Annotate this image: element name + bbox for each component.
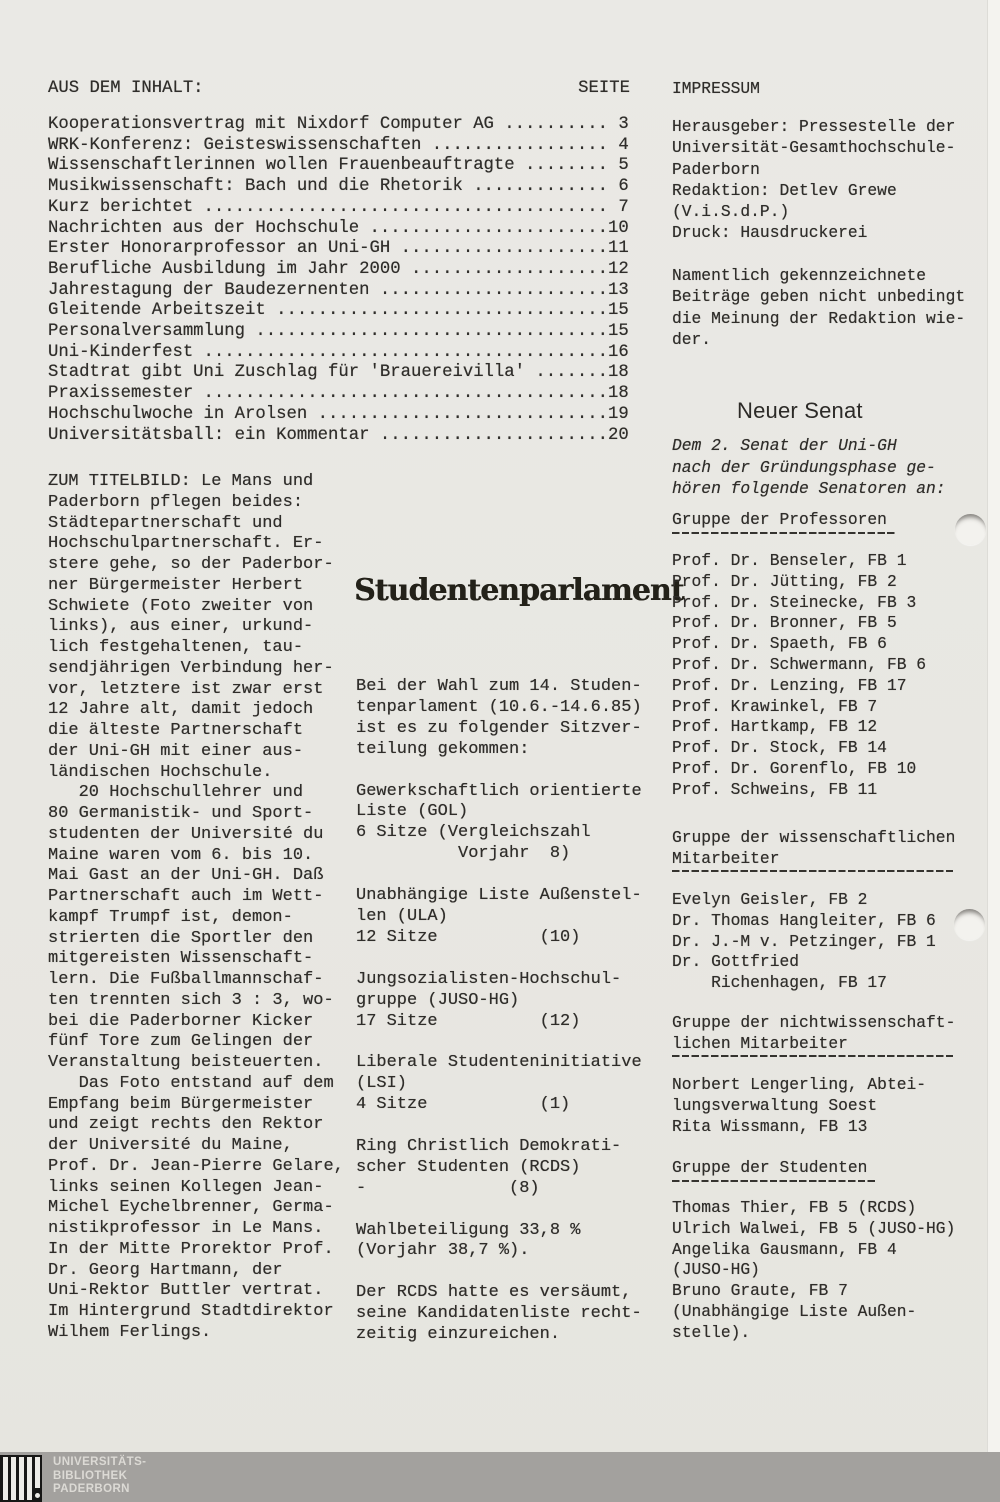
impressum-title: IMPRESSUM (672, 79, 760, 98)
text-line: studenten der Université du (48, 824, 324, 844)
text-line: strierten die Sportler den (48, 928, 314, 948)
text-line: 12 Jahre alt, damit jedoch (48, 700, 314, 720)
student-parliament-article (356, 677, 642, 1346)
senator-entry: Bruno Graute, FB 7 (672, 1281, 848, 1301)
text-line: Dem 2. Senat der Uni-GH (672, 436, 897, 455)
text-line: bei die Paderborner Kicker (48, 1011, 314, 1031)
text-line: Druck: Hausdruckerei (672, 223, 868, 243)
text-line: ten trennten sich 3 : 3, wo- (48, 990, 334, 1010)
senator-entry: Richenhagen, FB 17 (672, 973, 887, 993)
text-line (356, 1032, 642, 1053)
group-students-heading (672, 1158, 877, 1182)
senator-entry: Thomas Thier, FB 5 (RCDS) (672, 1198, 917, 1217)
toc-entry: Uni-Kinderfest .......................................16 (48, 342, 629, 362)
text-line: zeitig einzureichen. (356, 1325, 561, 1345)
text-line: Beiträge geben nicht unbedingt (672, 287, 966, 307)
text-line: Herausgeber: Pressestelle der (672, 117, 956, 136)
group-heading-line1: Gruppe der nichtwissenschaft- (672, 1013, 956, 1032)
text-line: Universität-Gesamthochschule- (672, 138, 956, 158)
text-line: der. (672, 329, 712, 349)
text-line: Im Hintergrund Stadtdirektor (48, 1302, 334, 1321)
text-line: Uni-Rektor Buttler vertrat. (48, 1281, 324, 1301)
senator-entry: Prof. Dr. Steinecke, FB 3 (672, 592, 917, 612)
senator-entry: stelle). (672, 1322, 751, 1342)
senator-entry: Prof. Dr. Schwermann, FB 6 (672, 654, 927, 674)
group-wiss-list (672, 890, 936, 994)
senator-entry: Dr. J.-M v. Petzinger, FB 1 (672, 931, 936, 951)
text-line: der Université du Maine, (48, 1136, 293, 1155)
text-line: vor, letztere ist zwar erst (48, 679, 324, 699)
text-line: gruppe (JUSO-HG) (356, 990, 520, 1010)
senator-entry: (JUSO-HG) (672, 1260, 760, 1280)
text-line: Der RCDS hatte es versäumt, (356, 1283, 632, 1303)
text-line: Maine waren vom 6. bis 10. (48, 845, 314, 865)
text-line: Jungsozialisten-Hochschul- (356, 969, 622, 989)
text-line: tenparlament (10.6.-14.6.85) (356, 697, 642, 717)
text-line: hören folgende Senatoren an: (672, 479, 946, 498)
toc-entry: Berufliche Ausbildung im Jahr 2000 ...................12 (48, 259, 629, 279)
text-line: Ring Christlich Demokrati- (356, 1136, 622, 1156)
text-line: Mai Gast an der Uni-GH. Daß (48, 866, 324, 886)
senat-heading: Neuer Senat (737, 398, 863, 423)
library-banner (0, 1452, 1000, 1502)
text-line: Hochschulpartnerschaft. Er- (48, 534, 324, 554)
text-line: Vorjahr 8) (356, 844, 571, 864)
text-line: 12 Sitze (10) (356, 927, 581, 947)
text-line: scher Studenten (RCDS) (356, 1157, 581, 1177)
punch-hole (954, 909, 985, 940)
text-line: nach der Gründungsphase ge- (672, 457, 936, 477)
text-line: Paderborn pflegen beides: (48, 492, 304, 512)
senator-entry: Angelika Gausmann, FB 4 (672, 1239, 897, 1259)
senator-entry: Prof. Dr. Stock, FB 14 (672, 738, 887, 758)
text-line: seine Kandidatenliste recht- (356, 1304, 642, 1324)
text-line: ZUM TITELBILD: Le Mans und (48, 472, 314, 491)
banner-line: PADERBORN (53, 1483, 130, 1495)
text-line: der Uni-GH mit einer aus- (48, 741, 304, 761)
text-line: Veranstaltung beisteuerten. (48, 1053, 324, 1072)
library-name (53, 1456, 146, 1497)
senator-entry: Prof. Hartkamp, FB 12 (672, 717, 878, 737)
text-line (356, 761, 642, 782)
article-headline: Studentenparlament (354, 573, 684, 608)
group-professors-heading (672, 510, 897, 534)
text-line: und zeigt rechts den Rektor (48, 1115, 324, 1135)
text-line: die älteste Partnerschaft (48, 721, 304, 740)
text-line: Michel Eychelbrenner, Germa- (48, 1198, 334, 1218)
toc-entry: Musikwissenschaft: Bach und die Rhetorik ............. 6 (48, 177, 629, 197)
group-professors-list (672, 551, 926, 801)
text-line: Namentlich gekennzeichnete (672, 266, 927, 286)
senator-entry: Prof. Dr. Gorenflo, FB 10 (672, 758, 917, 778)
senator-entry: lungsverwaltung Soest (672, 1095, 878, 1115)
senator-entry: Prof. Dr. Bronner, FB 5 (672, 613, 897, 633)
text-line: Liste (GOL) (356, 802, 469, 822)
text-line: (Vorjahr 38,7 %). (356, 1241, 530, 1261)
toc-page-column-label: SEITE (578, 79, 630, 98)
text-line (672, 244, 965, 265)
library-logo-icon (0, 1455, 42, 1502)
text-line: kampf Trumpf ist, demon- (48, 907, 293, 927)
group-students-list (672, 1198, 955, 1344)
text-line: teilung gekommen: (356, 739, 530, 759)
toc-entry: Stadtrat gibt Uni Zuschlag für 'Brauereivilla' .......18 (48, 363, 629, 383)
text-line: (LSI) (356, 1074, 408, 1094)
group-heading-underlined: Mitarbeiter (672, 848, 955, 872)
text-line: Redaktion: Detlev Grewe (672, 180, 897, 200)
titelbild-article (48, 472, 344, 1344)
senator-entry: Evelyn Geisler, FB 2 (672, 890, 868, 909)
text-line: ner Bürgermeister Herbert (48, 575, 304, 595)
senat-intro (672, 435, 946, 500)
group-heading-line1: Gruppe der wissenschaftlichen (672, 828, 956, 847)
text-line: Paderborn (672, 159, 760, 179)
text-line: Unabhängige Liste Außenstel- (356, 886, 642, 906)
toc-entry: Kurz berichtet ....................................... 7 (48, 197, 629, 217)
text-line: stere gehe, so der Paderbor- (48, 555, 334, 574)
toc-title: AUS DEM INHALT: (48, 79, 204, 98)
senator-entry: Dr. Gottfried (672, 952, 800, 972)
toc-entry: Gleitende Arbeitszeit ................................15 (48, 301, 629, 321)
text-line: 80 Germanistik- und Sport- (48, 804, 314, 823)
text-line: Gewerkschaftlich orientierte (356, 781, 642, 801)
text-line (356, 1200, 642, 1221)
text-line (356, 1262, 642, 1283)
scan-edge (987, 0, 1000, 1452)
text-line: nistikprofessor in Le Mans. (48, 1219, 324, 1238)
banner-line: BIBLIOTHEK (53, 1469, 128, 1482)
group-nichtwiss-heading (672, 1012, 955, 1057)
text-line: 20 Hochschullehrer und (48, 783, 304, 803)
text-line: - (8) (356, 1178, 540, 1198)
text-line (356, 865, 642, 886)
text-line: ist es zu folgender Sitzver- (356, 718, 642, 738)
senator-entry: Prof. Dr. Benseler, FB 1 (672, 551, 907, 570)
toc-entry: Universitätsball: ein Kommentar ......................20 (48, 425, 629, 445)
text-line: Wahlbeteiligung 33,8 % (356, 1220, 581, 1240)
toc-entry: Jahrestagung der Baudezernenten ......................13 (48, 280, 629, 300)
toc-entry: Personalversammlung ..................................15 (48, 322, 629, 342)
banner-line: UNIVERSITÄTS- (53, 1456, 147, 1468)
text-line: Das Foto entstand auf dem (48, 1073, 334, 1093)
text-line: links seinen Kollegen Jean- (48, 1177, 324, 1197)
senator-entry: Rita Wissmann, FB 13 (672, 1116, 868, 1136)
toc-entry: Praxissemester .......................................18 (48, 384, 629, 404)
toc-entry: Erster Honorarprofessor an Uni-GH ....................11 (48, 239, 629, 259)
table-of-contents (48, 115, 629, 446)
text-line: In der Mitte Prorektor Prof. (48, 1239, 334, 1259)
punch-hole (955, 514, 986, 545)
text-line: 4 Sitze (1) (356, 1095, 571, 1115)
text-line: Schwiete (Foto zweiter von (48, 596, 314, 616)
text-line: die Meinung der Redaktion wie- (672, 308, 966, 328)
toc-entry: Nachrichten aus der Hochschule .......................10 (48, 218, 629, 238)
senator-entry: Dr. Thomas Hangleiter, FB 6 (672, 910, 936, 930)
text-line: Empfang beim Bürgermeister (48, 1094, 314, 1114)
text-line: Städtepartnerschaft und (48, 513, 283, 533)
senator-entry: Prof. Schweins, FB 11 (672, 779, 878, 799)
text-line: lich festgehaltenen, tau- (48, 638, 304, 657)
text-line: sendjährigen Verbindung her- (48, 658, 334, 678)
text-line: Prof. Dr. Jean-Pierre Gelare, (48, 1156, 344, 1176)
text-line: mitgereisten Wissenschaft- (48, 949, 314, 969)
toc-header (48, 79, 630, 100)
text-line: Dr. Georg Hartmann, der (48, 1260, 283, 1280)
group-nichtwiss-list (672, 1075, 926, 1137)
toc-entry: Kooperationsvertrag mit Nixdorf Computer AG .......... 3 (48, 115, 629, 134)
text-line: Liberale Studenteninitiative (356, 1053, 642, 1073)
impressum-body (672, 116, 965, 350)
text-line: 17 Sitze (12) (356, 1011, 581, 1031)
text-line: len (ULA) (356, 906, 448, 926)
senator-entry: Ulrich Walwei, FB 5 (JUSO-HG) (672, 1218, 956, 1238)
text-line: Wilhem Ferlings. (48, 1322, 212, 1342)
text-line: (V.i.S.d.P.) (672, 202, 790, 222)
senator-entry: Norbert Lengerling, Abtei- (672, 1075, 927, 1094)
text-line: Partnerschaft auch im Wett- (48, 887, 324, 906)
text-line: 6 Sitze (Vergleichszahl (356, 823, 591, 843)
text-line: Bei der Wahl zum 14. Studen- (356, 677, 642, 696)
text-line (356, 1116, 642, 1137)
senator-entry: Prof. Krawinkel, FB 7 (672, 696, 878, 716)
senator-entry: Prof. Dr. Spaeth, FB 6 (672, 634, 887, 654)
group-heading-underlined: Gruppe der Professoren (672, 510, 897, 534)
text-line (356, 949, 642, 970)
text-line: fünf Tore zum Gelingen der (48, 1032, 314, 1052)
toc-entry: Wissenschaftlerinnen wollen Frauenbeauftragte ........ 5 (48, 156, 629, 176)
group-heading-underlined: Gruppe der Studenten (672, 1158, 877, 1182)
group-wiss-heading (672, 827, 955, 872)
senator-entry: Prof. Dr. Jütting, FB 2 (672, 571, 897, 591)
senator-entry: (Unabhängige Liste Außen- (672, 1301, 917, 1321)
text-line: lern. Die Fußballmannschaf- (48, 970, 324, 989)
senator-entry: Prof. Dr. Lenzing, FB 17 (672, 675, 907, 695)
toc-entry: WRK-Konferenz: Geisteswissenschaften ................. 4 (48, 135, 629, 155)
text-line: ländischen Hochschule. (48, 762, 273, 782)
toc-entry: Hochschulwoche in Arolsen ............................19 (48, 404, 629, 424)
text-line: links), aus einer, urkund- (48, 617, 314, 637)
group-heading-underlined: lichen Mitarbeiter (672, 1033, 955, 1057)
